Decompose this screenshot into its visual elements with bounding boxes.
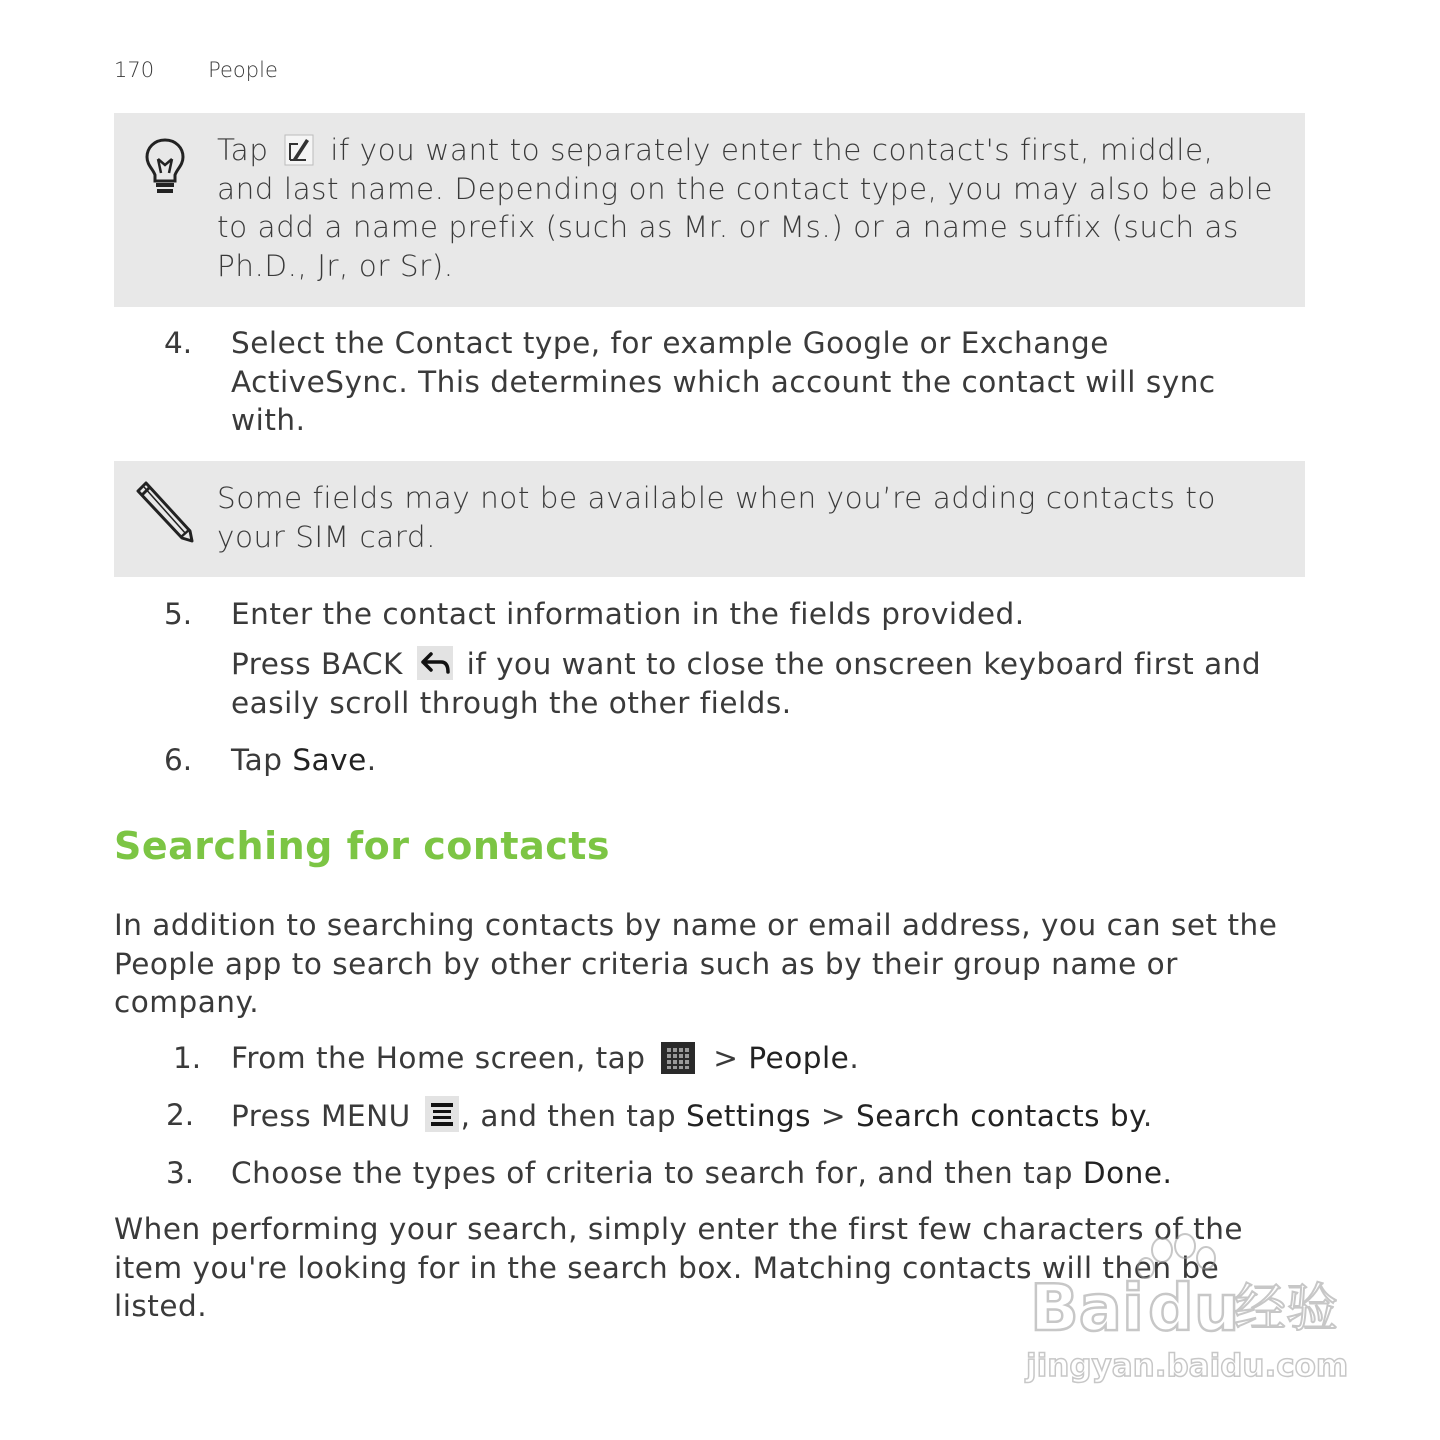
tip-tap-word: Tap xyxy=(217,133,269,167)
tip-text xyxy=(217,131,1275,285)
search-step-1-post: . xyxy=(849,1041,860,1075)
search-step-2-pre: Press MENU xyxy=(231,1099,411,1133)
done-term: Done. xyxy=(1082,1156,1173,1190)
tip-text-rest: and last name. Depending on the contact type, you may also be able to add a name prefix (such as Mr. or Ms.) or a name suffix (such as Ph.D., Jr, or Sr). xyxy=(217,171,1274,283)
lightbulb-icon xyxy=(144,137,186,197)
step-5-text: Enter the contact information in the fields provided. xyxy=(231,597,1025,631)
tip-box xyxy=(114,113,1305,307)
edit-name-icon xyxy=(284,134,314,166)
people-term: People xyxy=(748,1041,850,1075)
page-number: 170 xyxy=(114,58,155,82)
search-step-3-pre: Choose the types of criteria to search for, and then tap xyxy=(231,1156,1083,1190)
closing-paragraph: When performing your search, simply enter the first few characters of the item you're looking for in the search box. Matching contacts will then be listed. xyxy=(114,1212,1244,1323)
search-step-1-sep: > xyxy=(703,1041,749,1075)
step-number: 6. xyxy=(164,743,193,777)
search-step-1 xyxy=(231,1039,1311,1078)
step-number: 3. xyxy=(166,1156,195,1190)
step-number: 4. xyxy=(164,326,193,360)
search-step-3 xyxy=(231,1154,1311,1193)
all-apps-icon xyxy=(661,1042,695,1074)
search-step-2-post: . xyxy=(1142,1099,1153,1133)
search-step-2-mid: , and then tap xyxy=(460,1099,687,1133)
step-6-post: . xyxy=(366,743,377,777)
step-6-pre: Tap xyxy=(231,743,293,777)
step-5-subtext xyxy=(231,645,1311,722)
step-6-text xyxy=(231,741,1311,780)
note-box xyxy=(114,461,1305,577)
search-step-2-sep: > xyxy=(811,1099,857,1133)
svg-text:Bai: Bai xyxy=(1030,1272,1144,1346)
step-number: 2. xyxy=(166,1098,195,1132)
svg-text:du: du xyxy=(1148,1272,1240,1346)
back-arrow-icon xyxy=(417,646,453,680)
pencil-note-icon xyxy=(134,481,196,543)
page-header xyxy=(114,58,278,82)
svg-text:经验: 经验 xyxy=(1234,1279,1339,1339)
menu-icon xyxy=(425,1096,459,1132)
step-4-text: Select the Contact type, for example Google or Exchange ActiveSync. This determines which account the contact will sync with. xyxy=(231,326,1216,437)
intro-paragraph: In addition to searching contacts by name or email address, you can set the People app to search by other criteria such as by their group name or company. xyxy=(114,908,1278,1019)
search-step-2 xyxy=(231,1096,1311,1136)
press-back-label: Press BACK xyxy=(231,647,403,681)
search-contacts-by-term: Search contacts by xyxy=(856,1099,1143,1133)
step-number: 1. xyxy=(173,1041,202,1075)
step-number: 5. xyxy=(164,597,193,631)
save-term: Save xyxy=(292,743,367,777)
settings-term: Settings xyxy=(686,1099,812,1133)
baidu-watermark-logo xyxy=(1022,1228,1352,1388)
note-text: Some fields may not be available when you’re adding contacts to your SIM card. xyxy=(217,481,1216,554)
svg-text:jingyan.baidu.com: jingyan.baidu.com xyxy=(1026,1348,1349,1384)
tip-text-line1: if you want to separately enter the contact's first, middle, xyxy=(320,133,1214,167)
section-title: People xyxy=(208,58,278,82)
section-heading: Searching for contacts xyxy=(114,824,611,868)
press-back-rest: if you want to close the onscreen keyboard first and easily scroll through the other fields. xyxy=(231,647,1262,720)
search-step-1-pre: From the Home screen, tap xyxy=(231,1041,646,1075)
